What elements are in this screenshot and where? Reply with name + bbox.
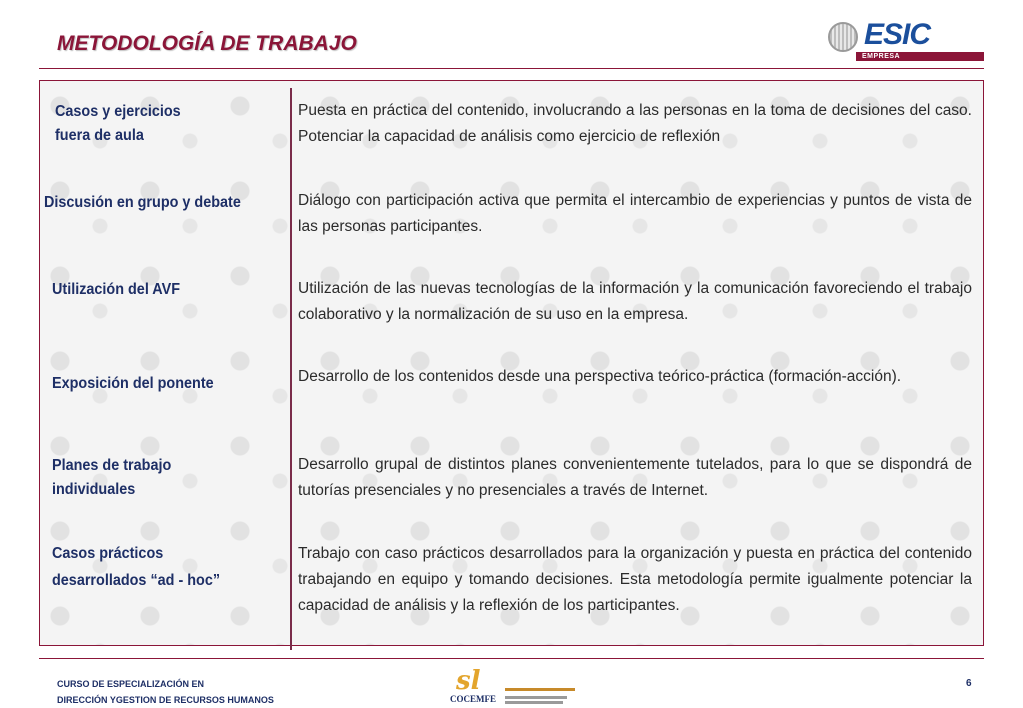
- method-description: Desarrollo grupal de distintos planes convenientemente tutelados, para lo que se dispondrá de tutorías presenciales y no presenciales a través de Internet.: [298, 456, 972, 499]
- cocemfe-wordmark: COCEMFE: [450, 694, 496, 704]
- cocemfe-logo: [450, 664, 580, 706]
- column-divider: [290, 88, 292, 650]
- logo-caption-line: [505, 701, 563, 704]
- method-description: Utilización de las nuevas tecnologías de la información y la comunicación favoreciendo el trabajo colaborativo y la normalización de su uso en la empresa.: [298, 280, 972, 323]
- method-label-planes: Planes de trabajo individuales: [52, 457, 172, 498]
- logo-caption-line: [505, 688, 575, 691]
- method-label-casos-practicos: Casos prácticos desarrollados “ad - hoc”: [52, 545, 221, 589]
- seal-icon: [828, 22, 858, 52]
- title-divider: [39, 68, 984, 69]
- esic-brand: ESIC: [864, 18, 931, 51]
- esic-tagline: EMPRESA: [856, 52, 984, 61]
- course-name: CURSO DE ESPECIALIZACIÓN EN DIRECCIÓN YGESTION DE RECURSOS HUMANOS: [57, 679, 274, 705]
- method-description: Puesta en práctica del contenido, involucrando a las personas en la toma de decisiones del caso. Potenciar la capacidad de análisis como ejercicio de reflexión: [298, 102, 972, 145]
- logo-caption-line: [505, 696, 567, 699]
- method-description: Desarrollo de los contenidos desde una perspectiva teórico-práctica (formación-acción).: [298, 368, 902, 385]
- esic-logo: [828, 18, 986, 64]
- method-label-discusion: Discusión en grupo y debate: [44, 194, 241, 211]
- method-label-casos-ejercicios: Casos y ejercicios fuera de aula: [55, 103, 181, 144]
- sil-emblem-icon: sl: [456, 666, 481, 696]
- page-number: 6: [966, 678, 972, 689]
- method-label-exposicion: Exposición del ponente: [52, 375, 214, 392]
- slide-title: METODOLOGÍA DE TRABAJO: [57, 32, 357, 55]
- method-label-avf: Utilización del AVF: [52, 281, 181, 298]
- method-description: Trabajo con caso prácticos desarrollados para la organización y puesta en práctica del contenido trabajando en equipo y tomando decisiones. Esta metodología permite igualmente potenciar la capacidad de análisis y la reflexión de los participantes.: [298, 545, 972, 614]
- footer-divider: [39, 658, 984, 659]
- method-description: Diálogo con participación activa que permita el intercambio de experiencias y puntos de vista de las personas participantes.: [298, 192, 972, 235]
